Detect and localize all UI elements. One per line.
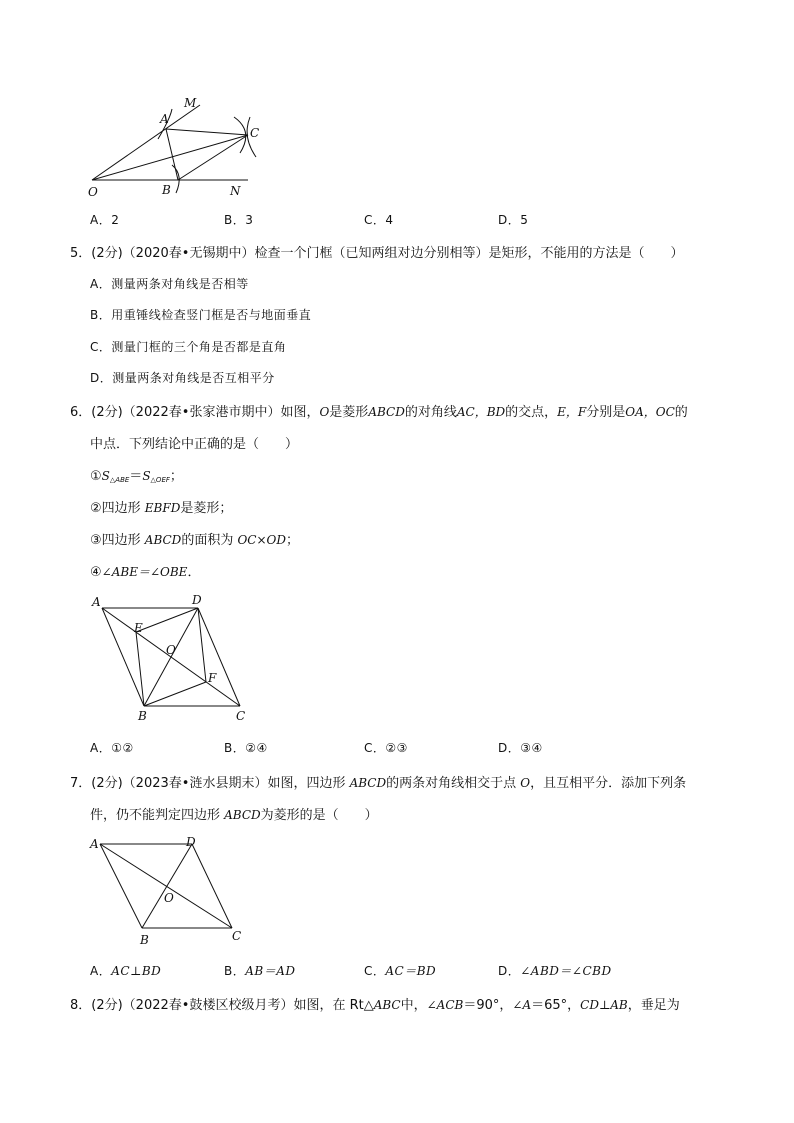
q4-figure	[80, 95, 280, 205]
label-B: B	[138, 709, 147, 723]
q6-stem-mid1: 是菱形	[329, 405, 369, 420]
q6-c3-e: ；	[286, 533, 300, 548]
segment-FB	[144, 682, 206, 706]
q6-c4-c: ．	[187, 565, 201, 580]
q6-abcd: ABCD	[368, 405, 405, 419]
q7-stem-b: 的两条对角线相交于点	[386, 776, 521, 791]
q6-option-a: A．①②	[90, 741, 134, 755]
q6-conclusion-2	[90, 497, 232, 516]
q6-ac-bd: AC，BD	[456, 405, 506, 419]
q6-c4-b: ∠ABE＝∠OBE	[101, 565, 188, 579]
segment-AB	[166, 129, 178, 180]
q6-stem-mid4: 分别是	[586, 405, 626, 420]
label-C: C	[250, 126, 260, 140]
q8-stem-c: ＝90°，	[463, 998, 513, 1013]
q7-stem-a: 7．(2分)（2023春•涟水县期末）如图，四边形	[70, 776, 350, 791]
q6-c1-s1: S	[101, 469, 110, 483]
segment-BC	[178, 135, 248, 180]
diagonal-BD	[144, 608, 198, 706]
q6-conclusion-1	[90, 465, 183, 484]
q7-line2-a: 件，仍不能判定四边形	[90, 808, 225, 823]
q4-option-b: B．3	[224, 213, 254, 227]
q5-stem: 5．(2分)（2020春•无锡期中）检查一个门框（已知两组对边分别相等）是矩形，不能用的方法是（ ）	[70, 246, 684, 261]
label-A: A	[92, 595, 101, 609]
segment-BE	[136, 632, 144, 706]
q5-option-a: A．测量两条对角线是否相等	[90, 277, 249, 291]
q6-c4-a: ④	[90, 565, 102, 580]
segment-AC	[166, 129, 248, 135]
side-BA	[100, 844, 142, 928]
q6-c1-eq: ＝	[129, 469, 143, 484]
q6-conclusion-3	[90, 529, 299, 548]
q7-option-c-math: AC＝BD	[385, 964, 437, 978]
ray-OM	[92, 105, 200, 180]
q6-c3-b: ABCD	[144, 533, 182, 547]
label-B: B	[162, 183, 171, 197]
q6-stem-mid3: 的交点，	[505, 405, 558, 420]
q7-point-o: O	[520, 776, 531, 790]
label-D: D	[192, 593, 202, 607]
label-A: A	[90, 837, 99, 851]
q7-stem-line2	[90, 804, 378, 823]
label-O: O	[166, 643, 176, 657]
q7-option-c-label: C．	[364, 964, 386, 978]
label-C: C	[236, 709, 246, 723]
q6-stem-end: 的	[674, 405, 688, 420]
q6-stem-prefix: 6．(2分)（2022春•张家港市期中）如图，	[70, 405, 320, 420]
label-E: E	[134, 621, 143, 635]
q7-abcd: ABCD	[349, 776, 387, 790]
q6-c3-a: ③四边形	[90, 533, 145, 548]
q6-stem-mid2: 的对角线	[404, 405, 457, 420]
q6-c1-number: ①	[90, 469, 102, 484]
q8-m3: CD⊥AB	[580, 998, 628, 1012]
label-F: F	[208, 671, 217, 685]
q7-line2-c: 为菱形的是（ ）	[260, 808, 378, 823]
q6-c1-sub1: △ABE	[109, 476, 130, 484]
q7-option-d	[498, 962, 612, 979]
diagonal-BD	[142, 844, 192, 928]
q7-stem-line1	[70, 772, 686, 791]
q7-option-b-label: B．	[224, 964, 246, 978]
q6-point-o: O	[319, 405, 330, 419]
label-N: N	[230, 184, 241, 198]
q6-stem-line1	[70, 401, 688, 420]
q6-figure	[88, 592, 258, 727]
q6-option-d: D．③④	[498, 741, 543, 755]
q6-c1-sub2: △OEF	[150, 476, 170, 484]
q6-c1-s2: S	[142, 469, 151, 483]
q7-option-a-math: AC⊥BD	[111, 964, 162, 978]
label-B: B	[140, 933, 149, 947]
label-D: D	[186, 835, 196, 849]
label-A: A	[160, 112, 169, 126]
q6-c3-c: 的面积为	[181, 533, 238, 548]
q4-option-a: A．2	[90, 213, 120, 227]
q5-option-d: D．测量两条对角线是否互相平分	[90, 371, 275, 385]
q8-stem-a: 8．(2分)（2022春•鼓楼区校级月考）如图，在 Rt△	[70, 998, 374, 1013]
q8-stem	[70, 994, 680, 1013]
q8-abc: ABC	[373, 998, 401, 1012]
q6-e-f: E，F	[557, 405, 587, 419]
segment-DF	[198, 608, 206, 682]
q7-stem-c: ，且互相平分．添加下列条	[530, 776, 687, 791]
label-M: M	[184, 96, 197, 110]
q7-option-a-label: A．	[90, 964, 112, 978]
segment-OC	[92, 135, 248, 180]
q6-c3-d: OC×OD	[237, 533, 286, 547]
q6-option-b: B．②④	[224, 741, 268, 755]
q8-stem-d: ＝65°，	[531, 998, 581, 1013]
q6-c2-a: ②四边形	[90, 501, 145, 516]
q6-option-c: C．②③	[364, 741, 408, 755]
q8-stem-e: ，垂足为	[627, 998, 680, 1013]
q6-stem-line2: 中点．下列结论中正确的是（ ）	[90, 437, 299, 452]
q7-figure	[86, 832, 256, 947]
q7-line2-abcd: ABCD	[224, 808, 261, 822]
q6-c2-c: 是菱形；	[180, 501, 233, 516]
q7-option-b-math: AB＝AD	[245, 964, 296, 978]
q7-option-c	[364, 962, 436, 979]
segment-ED	[136, 608, 198, 632]
q8-stem-b: 中，	[400, 998, 427, 1013]
q5-option-c: C．测量门框的三个角是否都是直角	[90, 340, 287, 354]
q4-option-c: C．4	[364, 213, 394, 227]
label-C: C	[232, 929, 242, 943]
q6-oa-oc: OA，OC	[625, 405, 675, 419]
label-O: O	[164, 891, 174, 905]
label-O: O	[88, 185, 98, 199]
q6-conclusion-4	[90, 561, 200, 580]
q7-option-d-math: ∠ABD＝∠CBD	[520, 964, 612, 978]
q7-option-d-label: D．	[498, 964, 521, 978]
q4-option-d: D．5	[498, 213, 529, 227]
q6-c2-b: EBFD	[144, 501, 181, 515]
q6-c1-end: ；	[169, 469, 183, 484]
q8-m2: ∠A	[512, 998, 532, 1012]
q7-option-b	[224, 962, 296, 979]
q8-m1: ∠ACB	[426, 998, 464, 1012]
q7-option-a	[90, 962, 161, 979]
q5-option-b: B．用重锤线检查竖门框是否与地面垂直	[90, 308, 312, 322]
